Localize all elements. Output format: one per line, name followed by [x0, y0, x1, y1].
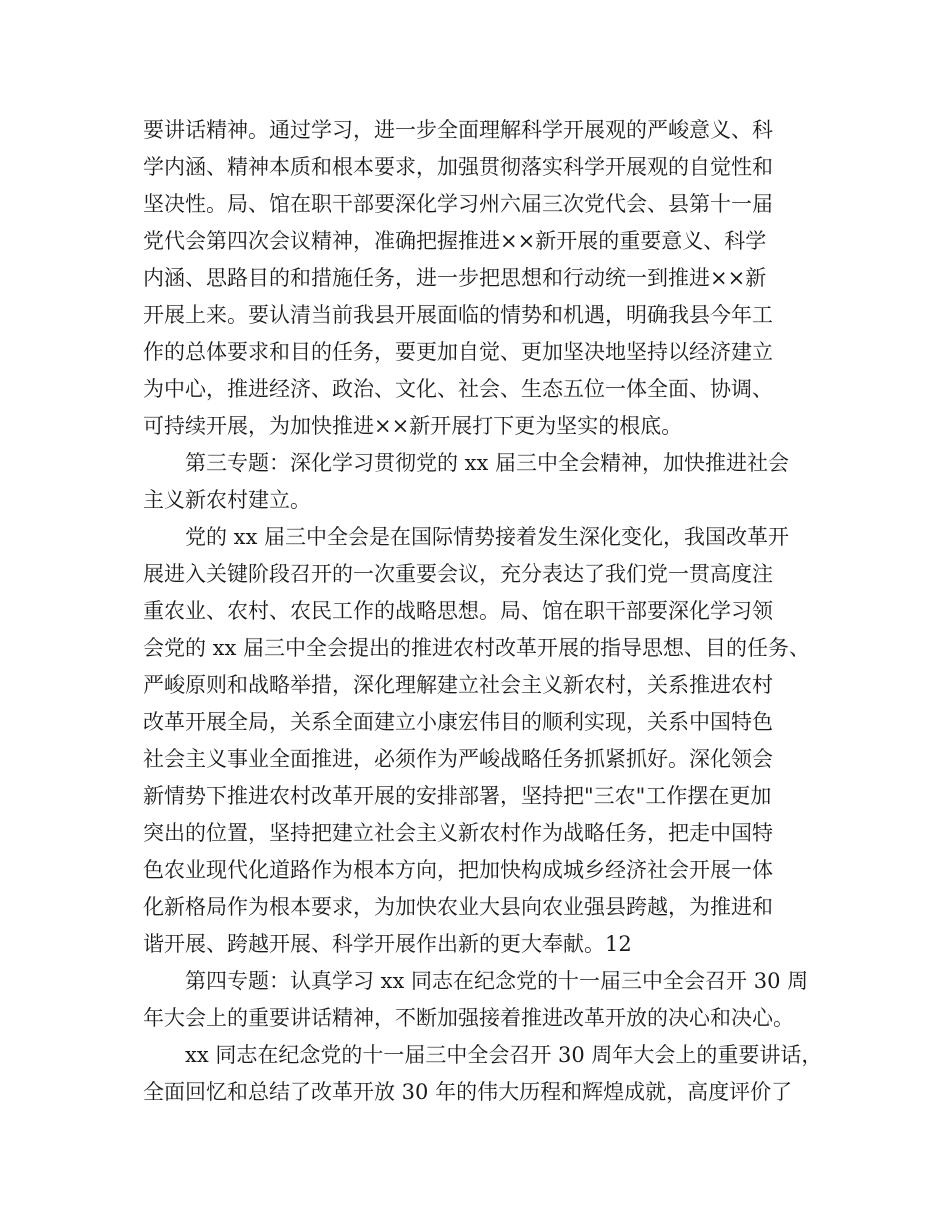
section-heading-3: 第三专题：深化学习贯彻党的 xx 届三中全会精神，加快推进社会 — [185, 451, 790, 475]
text-line: 展进入关键阶段召开的一次重要会议，充分表达了我们党一贯高度注 — [143, 562, 773, 586]
text-line: 谐开展、跨越开展、科学开展作出新的更大奉献。12 — [143, 932, 632, 956]
text-line: 突出的位置，坚持把建立社会主义新农村作为战略任务，把走中国特 — [143, 821, 773, 845]
text-line: 会党的 xx 届三中全会提出的推进农村改革开展的指导思想、目的任务、 — [143, 636, 811, 660]
text-line: 化新格局作为根本要求，为加快农业大县向农业强县跨越，为推进和 — [143, 895, 773, 919]
text-line: 严峻原则和战略举措，深化理解建立社会主义新农村，关系推进农村 — [143, 673, 773, 697]
section-heading-4: 第四专题：认真学习 xx 同志在纪念党的十一届三中全会召开 30 周 — [185, 969, 809, 993]
text-line: 重农业、农村、农民工作的战略思想。局、馆在职干部要深化学习领 — [143, 599, 773, 623]
text-line: 作的总体要求和目的任务，要更加自觉、更加坚决地坚持以经济建立 — [143, 340, 773, 364]
text-line: 内涵、思路目的和措施任务，进一步把思想和行动统一到推进××新 — [143, 266, 767, 290]
text-line: 学内涵、精神本质和根本要求，加强贯彻落实科学开展观的自觉性和 — [143, 155, 773, 179]
text-line: 全面回忆和总结了改革开放 30 年的伟大历程和辉煌成就，高度评价了 — [143, 1080, 793, 1104]
text-line: 可持续开展，为加快推进××新开展打下更为坚实的根底。 — [143, 414, 683, 438]
text-line: 改革开展全局，关系全面建立小康宏伟目的顺利实现，关系中国特色 — [143, 710, 773, 734]
text-line: 坚决性。局、馆在职干部要深化学习州六届三次党代会、县第十一届 — [143, 192, 773, 216]
text-line: 要讲话精神。通过学习，进一步全面理解科学开展观的严峻意义、科 — [143, 118, 773, 142]
text-line: 党代会第四次会议精神，准确把握推进××新开展的重要意义、科学 — [143, 229, 767, 253]
text-line: 开展上来。要认清当前我县开展面临的情势和机遇，明确我县今年工 — [143, 303, 773, 327]
body-text — [143, 112, 843, 1111]
section-heading-3-cont: 主义新农村建立。 — [143, 488, 311, 512]
text-line: 为中心，推进经济、政治、文化、社会、生态五位一体全面、协调、 — [143, 377, 773, 401]
text-line: 新情势下推进农村改革开展的安排部署，坚持把"三农"工作摆在更加 — [143, 784, 772, 808]
section-heading-4-cont: 年大会上的重要讲话精神，不断加强接着推进改革开放的决心和决心。 — [143, 1006, 794, 1030]
paragraph-start: xx 同志在纪念党的十一届三中全会召开 30 周年大会上的重要讲话， — [185, 1043, 823, 1067]
text-line: 色农业现代化道路作为根本方向，把加快构成城乡经济社会开展一体 — [143, 858, 773, 882]
paragraph-start: 党的 xx 届三中全会是在国际情势接着发生深化变化，我国改革开 — [185, 525, 790, 549]
text-line: 社会主义事业全面推进，必须作为严峻战略任务抓紧抓好。深化领会 — [143, 747, 773, 771]
